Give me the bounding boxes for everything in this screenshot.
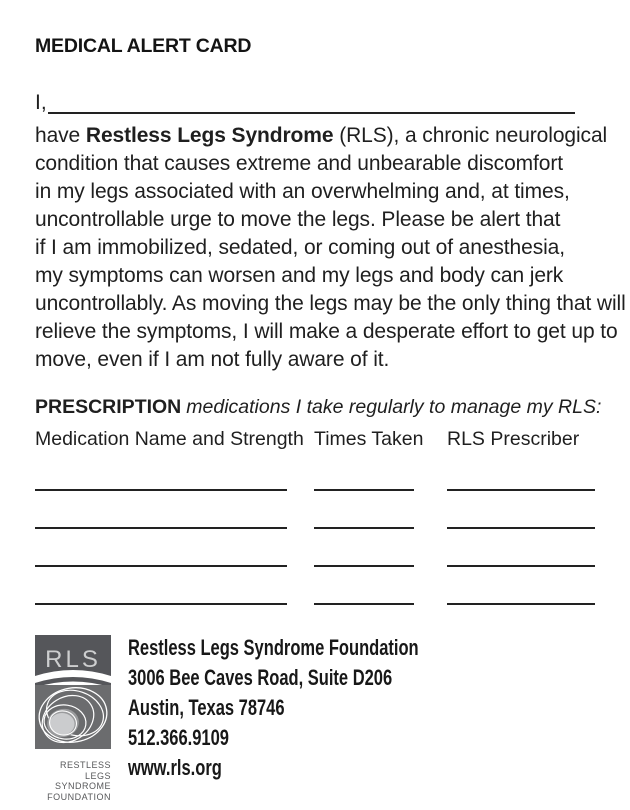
- footer: [35, 635, 602, 802]
- prescription-label: PRESCRIPTION: [35, 396, 182, 418]
- foundation-address-city: Austin, Texas 78746: [128, 695, 285, 720]
- paragraph-text: (RLS), a chronic neurological: [333, 124, 608, 147]
- logo-caption-line: SYNDROME: [54, 781, 111, 791]
- prescription-column-headers: [35, 428, 602, 450]
- paragraph-line: move, even if I am not fully aware of it.: [35, 348, 390, 371]
- name-write-in-line: [48, 92, 575, 114]
- foundation-name: Restless Legs Syndrome Foundation: [128, 635, 419, 660]
- paragraph-line: my symptoms can worsen and my legs and body can jerk: [35, 264, 564, 287]
- blank-write-in-line: [314, 529, 414, 567]
- condition-name-bold: Restless Legs Syndrome: [85, 124, 334, 147]
- body-paragraph: [35, 122, 626, 374]
- blank-write-in-line: [447, 529, 595, 567]
- paragraph-line: in my legs associated with an overwhelming and, at times,: [35, 180, 570, 203]
- prescription-section-header: [35, 395, 602, 420]
- prescription-note: medications I take regularly to manage my RLS:: [186, 396, 602, 418]
- blank-write-in-line: [447, 453, 595, 491]
- prescription-blank-row: [35, 529, 602, 567]
- rls-foundation-logo: [35, 635, 111, 802]
- logo-rings: [35, 683, 111, 749]
- foundation-phone: 512.366.9109: [128, 725, 229, 750]
- name-prefix: I,: [35, 91, 47, 114]
- paragraph-line: if I am immobilized, sedated, or coming out of anesthesia,: [35, 236, 565, 259]
- blank-write-in-line: [35, 453, 287, 491]
- blank-write-in-line: [35, 491, 287, 529]
- name-line: [35, 92, 575, 114]
- paragraph-line: relieve the symptoms, I will make a desperate effort to get up to: [35, 320, 618, 343]
- blank-write-in-line: [314, 567, 414, 605]
- logo-caption-line: RESTLESS LEGS: [59, 760, 111, 781]
- prescription-blank-rows: [35, 453, 602, 605]
- blank-write-in-line: [447, 567, 595, 605]
- paragraph-line: condition that causes extreme and unbearable discomfort: [35, 152, 563, 175]
- blank-write-in-line: [447, 491, 595, 529]
- column-header-medication: Medication Name and Strength: [35, 428, 304, 450]
- prescription-blank-row: [35, 453, 602, 491]
- blank-write-in-line: [314, 491, 414, 529]
- blank-write-in-line: [35, 529, 287, 567]
- page-title: MEDICAL ALERT CARD: [35, 35, 252, 57]
- paragraph-line: [35, 122, 608, 150]
- foundation-website: www.rls.org: [128, 755, 222, 780]
- blank-write-in-line: [314, 453, 414, 491]
- paragraph-text: have: [35, 124, 86, 147]
- prescription-blank-row: [35, 491, 602, 529]
- prescription-blank-row: [35, 567, 602, 605]
- column-header-times-taken: Times Taken: [314, 428, 424, 450]
- blank-write-in-line: [35, 567, 287, 605]
- logo-monogram: RLS: [45, 646, 101, 673]
- foundation-address-street: 3006 Bee Caves Road, Suite D206: [128, 665, 393, 690]
- foundation-contact-info: [128, 633, 419, 802]
- paragraph-line: uncontrollably. As moving the legs may be the only thing that will: [35, 292, 626, 315]
- column-header-prescriber: RLS Prescriber: [447, 428, 580, 450]
- paragraph-line: uncontrollable urge to move the legs. Please be alert that: [35, 208, 561, 231]
- logo-caption-line: FOUNDATION: [47, 791, 111, 802]
- rls-logo-graphic: [35, 635, 111, 749]
- logo-caption: [35, 760, 111, 802]
